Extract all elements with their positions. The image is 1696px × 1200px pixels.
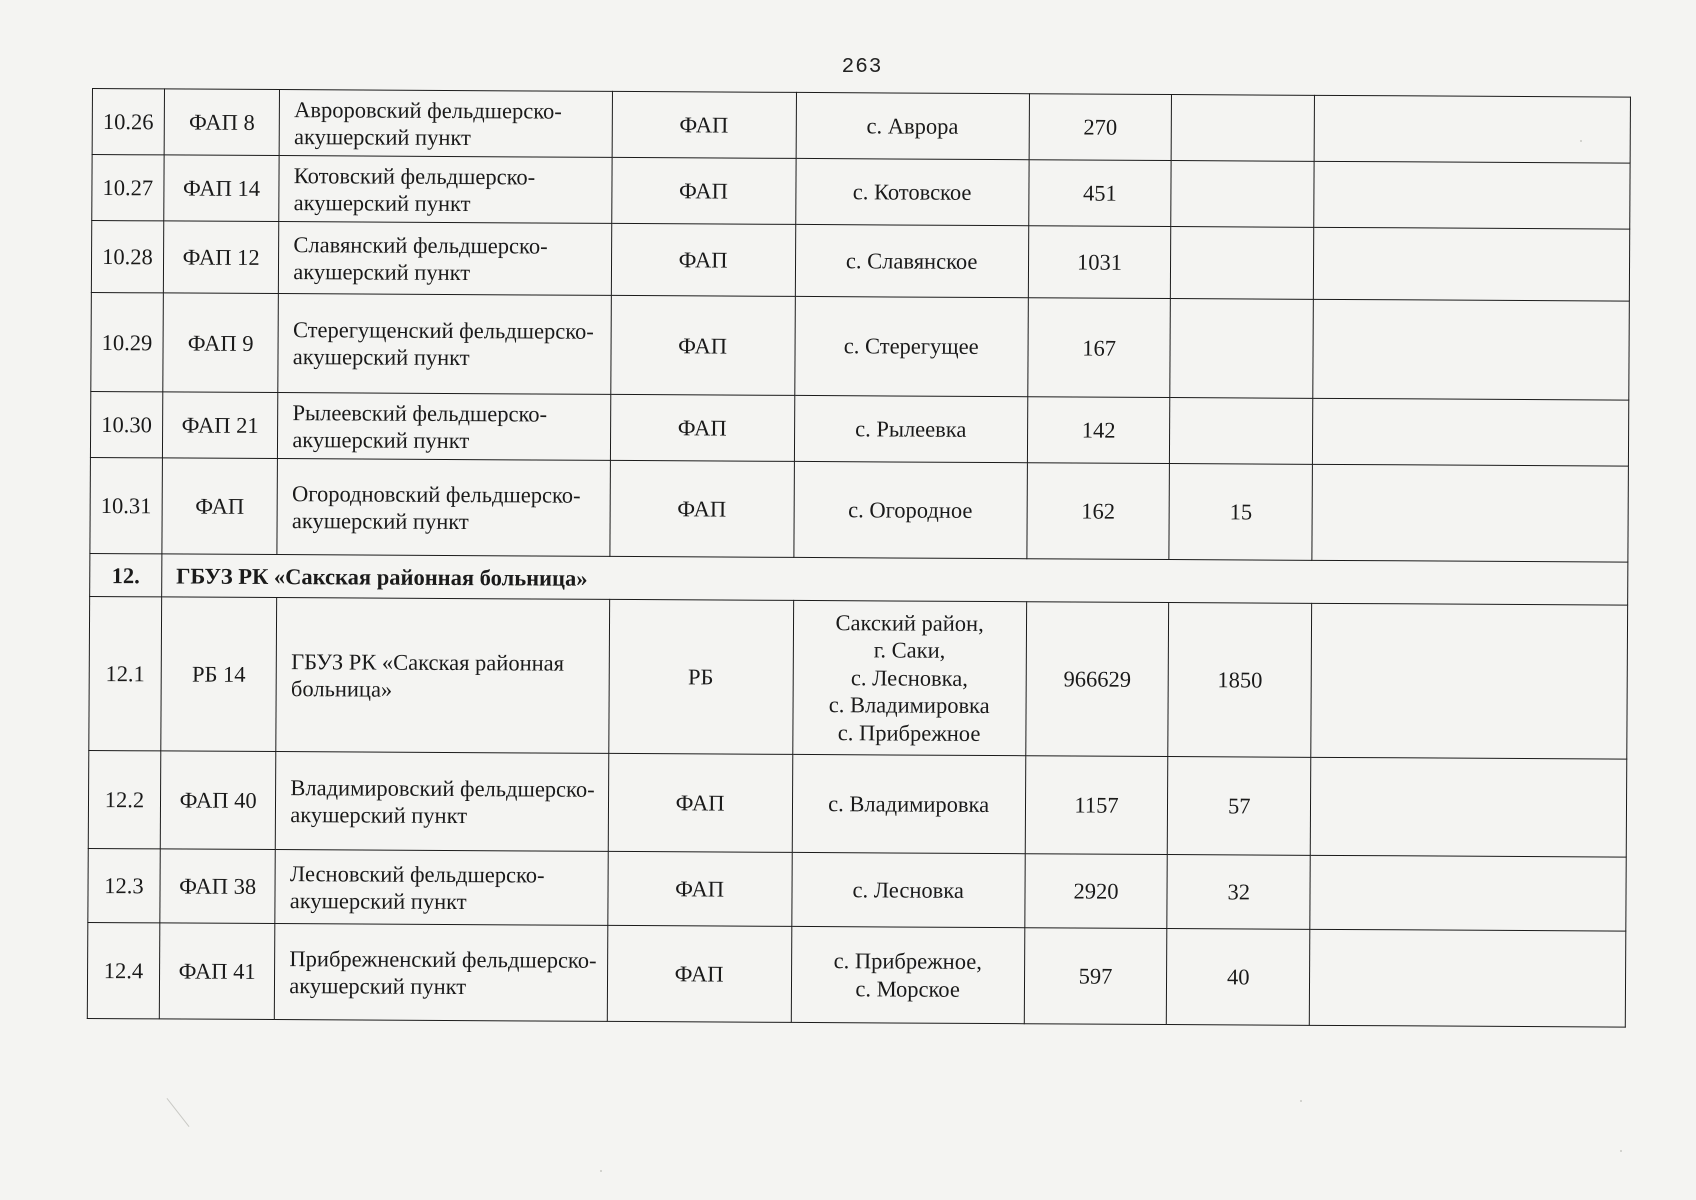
row-number-cell: 10.29 — [91, 292, 163, 391]
scan-scratch-mark — [167, 1098, 190, 1127]
facility-code-cell: ФАП 21 — [162, 392, 278, 459]
population-cell: 451 — [1028, 160, 1171, 227]
facility-name-cell: Славянский фельдшерско-акушерский пункт — [279, 222, 612, 296]
column-8-cell — [1314, 95, 1630, 163]
facility-type-cell: ФАП — [608, 753, 793, 852]
facility-type-cell: РБ — [608, 599, 793, 754]
column-7-cell: 40 — [1167, 929, 1310, 1026]
facility-code-cell: ФАП 40 — [160, 751, 276, 850]
row-number-cell: 12.2 — [88, 750, 160, 848]
table-row — [92, 155, 1630, 230]
facility-code-cell: ФАП 9 — [163, 293, 279, 393]
facility-name-cell: Огородновский фельдшерско- акушерский пункт — [277, 459, 610, 557]
row-number-cell: 12.3 — [88, 848, 160, 922]
facility-code-cell: РБ 14 — [161, 597, 277, 752]
column-7-cell: 57 — [1168, 757, 1311, 856]
column-8-cell — [1310, 855, 1626, 931]
facility-name-cell: Владимировский фельдшерско- акушерский пункт — [276, 752, 609, 852]
facility-type-cell: ФАП — [612, 91, 796, 158]
column-8-cell — [1313, 227, 1629, 301]
facility-code-cell: ФАП 12 — [163, 221, 279, 294]
table-row — [88, 750, 1627, 857]
population-cell: 2920 — [1025, 854, 1168, 929]
population-cell: 1157 — [1025, 756, 1168, 855]
facility-name-cell: Рылеевский фельдшерско-акушерский пункт — [278, 393, 611, 461]
page-number: 263 — [841, 56, 883, 79]
column-7-cell: 15 — [1169, 464, 1312, 561]
table-row — [90, 391, 1628, 466]
location-cell: с. Владимировка — [792, 754, 1026, 853]
location-cell: с. Стерегущее — [794, 296, 1028, 396]
population-cell: 597 — [1024, 928, 1167, 1025]
location-cell: с. Рылеевка — [794, 395, 1027, 462]
column-8-cell — [1312, 464, 1628, 562]
location-cell: Сакский район, г. Саки, с. Лесновка, с. Владимировка с. Прибрежное — [792, 600, 1026, 755]
facility-code-cell: ФАП 38 — [160, 849, 276, 924]
facility-type-cell: ФАП — [607, 925, 792, 1022]
column-8-cell — [1314, 161, 1630, 229]
facility-type-cell: ФАП — [611, 157, 795, 224]
table-row — [88, 848, 1626, 931]
table-row — [89, 596, 1628, 759]
scan-speck — [1580, 140, 1582, 142]
column-7-cell — [1171, 161, 1314, 228]
facility-name-cell: Авроровский фельдшерско-акушерский пункт — [279, 90, 612, 158]
facility-type-cell: ФАП — [610, 295, 795, 395]
location-cell: с. Аврора — [796, 92, 1029, 159]
column-7-cell: 32 — [1167, 855, 1310, 930]
population-cell: 1031 — [1028, 226, 1171, 299]
column-7-cell — [1171, 227, 1314, 300]
row-number-cell: 12.4 — [87, 922, 159, 1018]
facility-type-cell: ФАП — [607, 851, 791, 926]
facility-code-cell: ФАП 41 — [159, 923, 275, 1020]
scan-speck — [600, 1170, 602, 1172]
column-8-cell — [1310, 757, 1626, 857]
location-cell: с. Прибрежное, с. Морское — [791, 926, 1025, 1023]
row-number-cell: 10.26 — [92, 89, 164, 155]
facility-name-cell: Лесновский фельдшерско-акушерский пункт — [275, 850, 608, 926]
row-number-cell: 10.31 — [90, 457, 162, 553]
row-number-cell: 12.1 — [89, 596, 162, 750]
column-7-cell — [1170, 398, 1313, 465]
column-7-cell: 1850 — [1168, 603, 1312, 758]
row-number-cell: 10.27 — [92, 155, 164, 221]
facility-code-cell: ФАП 14 — [164, 155, 280, 222]
column-7-cell — [1170, 299, 1313, 399]
scan-speck — [1300, 1100, 1302, 1102]
row-number-cell: 10.30 — [90, 391, 162, 457]
population-cell: 966629 — [1025, 602, 1169, 757]
facility-name-cell: Прибрежненский фельдшерско- акушерский пункт — [275, 924, 608, 1022]
facility-type-cell: ФАП — [610, 394, 794, 461]
section-title-cell: ГБУЗ РК «Сакская районная больница» — [162, 554, 1628, 605]
population-cell: 167 — [1027, 298, 1170, 398]
column-7-cell — [1172, 95, 1315, 162]
table-row — [91, 221, 1629, 302]
section-number-cell: 12. — [90, 553, 162, 596]
facility-type-cell: ФАП — [611, 223, 795, 296]
table-row — [92, 89, 1630, 164]
table-row — [90, 457, 1629, 562]
table-row — [91, 292, 1630, 400]
facilities-table — [87, 88, 1631, 1028]
population-cell: 142 — [1027, 397, 1170, 464]
location-cell: с. Котовское — [795, 158, 1028, 225]
column-8-cell — [1309, 929, 1625, 1027]
row-number-cell: 10.28 — [91, 221, 163, 293]
column-8-cell — [1313, 299, 1629, 400]
facility-code-cell: ФАП — [162, 458, 278, 555]
facility-code-cell: ФАП 8 — [164, 89, 280, 156]
facility-name-cell: Котовский фельдшерско-акушерский пункт — [279, 156, 612, 224]
column-8-cell — [1311, 603, 1628, 759]
population-cell: 162 — [1027, 463, 1170, 560]
location-cell: с. Славянское — [795, 224, 1028, 297]
facility-name-cell: Стерегущенский фельдшерско- акушерский пункт — [278, 294, 611, 395]
facility-name-cell: ГБУЗ РК «Сакская районная больница» — [276, 598, 609, 754]
facility-type-cell: ФАП — [609, 460, 794, 557]
location-cell: с. Лесновка — [791, 852, 1025, 927]
location-cell: с. Огородное — [793, 461, 1027, 558]
table-row — [87, 922, 1626, 1027]
scan-speck — [1620, 1150, 1622, 1152]
column-8-cell — [1312, 398, 1628, 466]
population-cell: 270 — [1029, 94, 1172, 161]
